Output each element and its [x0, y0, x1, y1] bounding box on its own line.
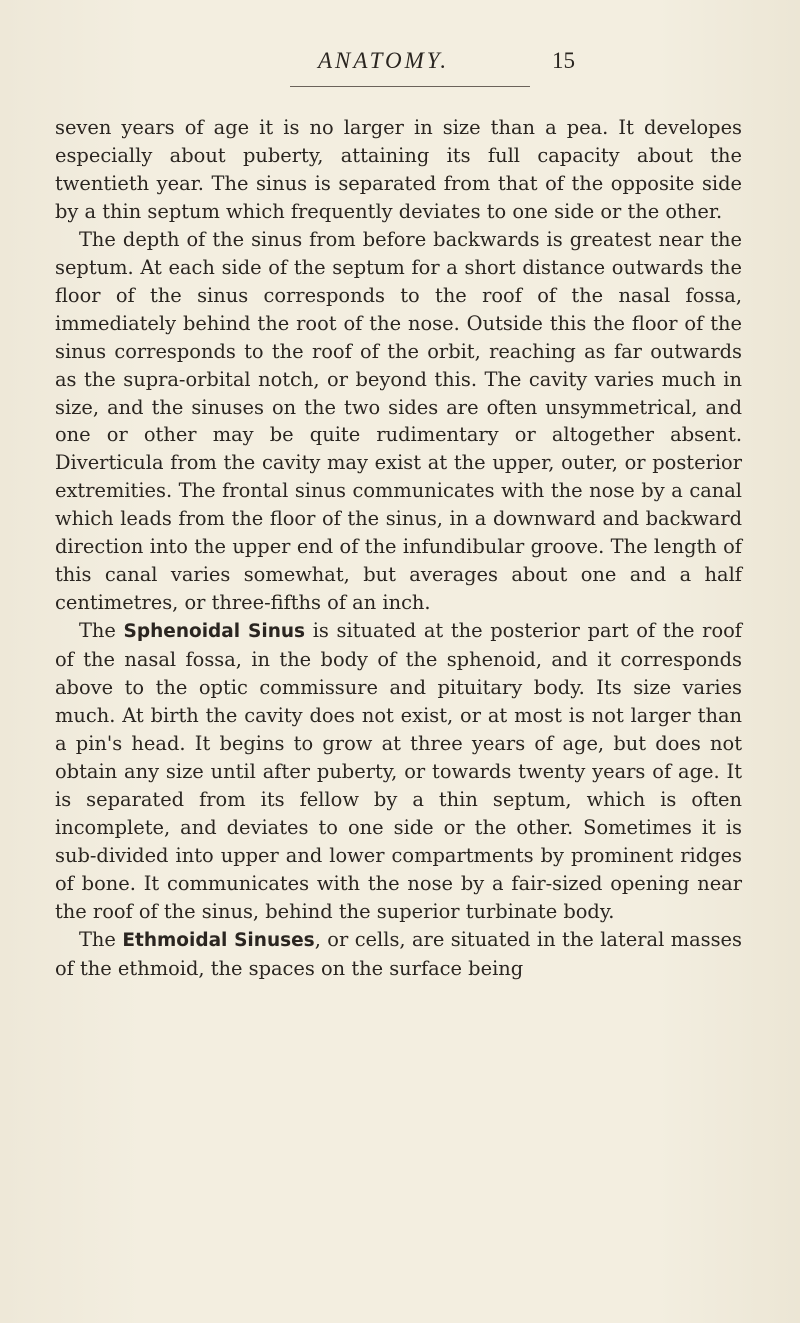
- body-text: [55, 114, 742, 983]
- header-rule: [290, 86, 530, 87]
- running-header: [0, 48, 800, 78]
- paragraph-sphenoidal-sinus: [55, 617, 742, 925]
- paragraph-lead: The: [79, 927, 123, 951]
- running-title: ANATOMY.: [318, 48, 450, 73]
- term-sphenoidal-sinus: Sphenoidal Sinus: [123, 621, 306, 643]
- paragraph-text: , or cells, are situated in the lateral masses of the ethmoid, the spaces on the surface being: [55, 927, 742, 980]
- paragraph-ethmoidal-sinuses: [55, 926, 742, 983]
- term-ethmoidal-sinuses: Ethmoidal Sinuses: [122, 929, 315, 951]
- page-number: 15: [552, 48, 575, 73]
- paragraph-frontal-sinus-continued: seven years of age it is no larger in size than a pea. It developes especially about puberty, attaining its full capacity about the twentieth year. The sinus is separated from that of the opposite side by a thin septum which frequently deviates to one side or the other.: [55, 116, 742, 223]
- paragraph-frontal-sinus-depth: The depth of the sinus from before backwards is greatest near the septum. At each side of the septum for a short distance outwards the floor of the sinus corresponds to the roof of the nasal fossa, immediately behind the root of the nose. Outside this the floor of the sinus corresponds to the roof of the orbit, reaching as far outwards as the supra-orbital notch, or beyond this. The cavity varies much in size, and the sinuses on the two sides are often unsymmetrical, and one or other may be quite rudimentary or altogether absent. Diverticula from the cavity may exist at the upper, outer, or posterior extremities. The frontal sinus communicates with the nose by a canal which leads from the floor of the sinus, in a downward and backward direction into the upper end of the infundibular groove. The length of this canal varies somewhat, but averages about one and a half centimetres, or three-fifths of an inch.: [55, 227, 742, 615]
- paragraph-lead: The: [79, 619, 124, 643]
- paragraph-text: is situated at the posterior part of the roof of the nasal fossa, in the body of the sphenoid, and it corresponds above to the optic commissure and pituitary body. Its size varies much. At birth the cavity does not exist, or at most is not larger than a pin's head. It begins to grow at three years of age, but does not obtain any size until after puberty, or towards twenty years of age. It is separated from its fellow by a thin septum, which is often incomplete, and deviates to one side or the other. Sometimes it is sub-divided into upper and lower compartments by prominent ridges of bone. It communicates with the nose by a fair-sized opening near the roof of the sinus, behind the superior turbinate body.: [55, 619, 742, 923]
